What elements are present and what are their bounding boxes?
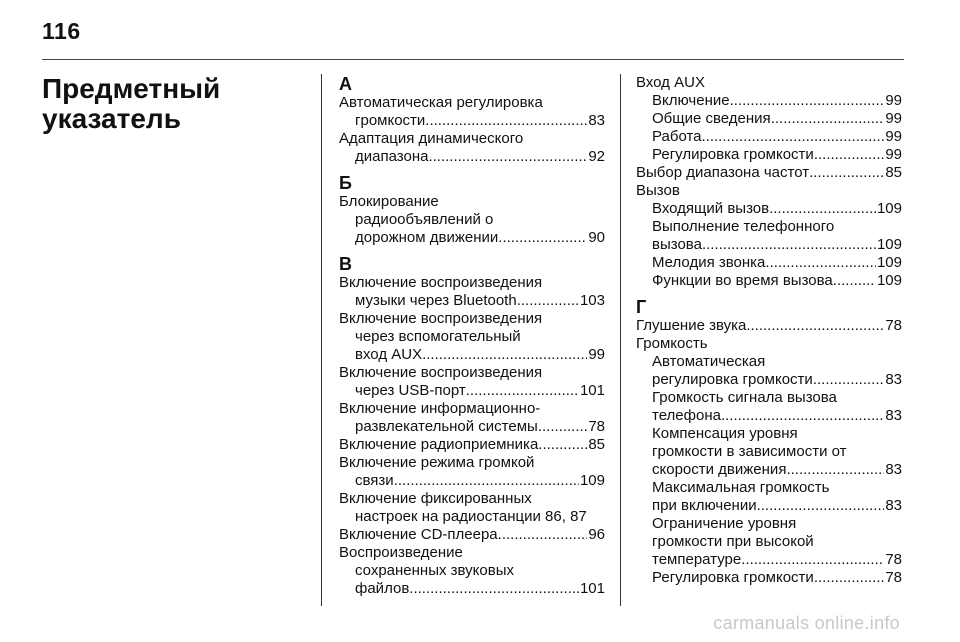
index-entry-text: громкости в зависимости от <box>652 443 847 460</box>
header-rule <box>42 59 904 60</box>
dot-leader <box>428 148 587 166</box>
index-entry[interactable] <box>636 146 902 164</box>
index-entry-text: громкости при высокой <box>652 533 814 550</box>
index-entry-text: Выполнение телефонного <box>652 218 835 235</box>
index-page-ref[interactable]: 83 <box>588 112 605 129</box>
index-entry[interactable] <box>636 317 902 335</box>
index-entry[interactable] <box>636 407 902 425</box>
index-page-ref[interactable]: 109 <box>876 236 902 253</box>
index-entry-text: Общие сведения <box>652 110 771 127</box>
index-entry[interactable] <box>636 92 902 110</box>
index-entry[interactable] <box>339 112 605 130</box>
index-entry[interactable] <box>636 110 902 128</box>
index-entry-text: настроек на радиостанции 86, 87 <box>355 508 587 525</box>
index-entry-text: связи <box>355 472 394 489</box>
index-entry-text: Автоматическая <box>652 353 766 370</box>
index-entry-text: Регулировка громкости <box>652 569 814 586</box>
index-page-ref[interactable]: 109 <box>579 472 605 489</box>
index-entry-text: Регулировка громкости <box>652 146 814 163</box>
dot-leader <box>814 569 885 587</box>
index-letter-heading: Б <box>339 173 352 193</box>
index-entry-text: через вспомогательный <box>355 328 521 345</box>
index-entry-text: Автоматическая регулировка <box>339 94 543 111</box>
index-entry-text: Включение фиксированных <box>339 490 532 507</box>
index-entry-text: Вызов <box>636 182 680 199</box>
index-entry-text: Вход AUX <box>636 74 705 91</box>
index-page-ref[interactable]: 99 <box>885 128 902 145</box>
watermark: carmanuals online.info <box>713 613 900 633</box>
index-entry-text: Ограничение уровня <box>652 515 797 532</box>
index-entry[interactable] <box>339 292 605 310</box>
dot-leader <box>517 292 579 310</box>
index-page-ref[interactable]: 101 <box>579 382 605 399</box>
index-page-ref[interactable]: 99 <box>588 346 605 363</box>
index-entry-text: температуре <box>652 551 742 568</box>
column-divider-1 <box>321 74 322 606</box>
index-entry-text: Входящий вызов <box>652 200 770 217</box>
index-entry[interactable] <box>636 551 902 569</box>
index-entry-text: телефона <box>652 407 721 424</box>
index-entry[interactable] <box>636 164 902 182</box>
index-page-ref[interactable]: 109 <box>876 272 902 289</box>
dot-leader <box>425 112 587 130</box>
index-page-ref[interactable]: 90 <box>588 229 605 246</box>
index-entry[interactable] <box>339 436 605 454</box>
index-entry-text: Максимальная громкость <box>652 479 830 496</box>
column-divider-2 <box>620 74 621 606</box>
index-entry-text: сохраненных звуковых <box>355 562 515 579</box>
index-entry-text: музыки через Bluetooth <box>355 292 517 309</box>
index-entry-text: регулировка громкости <box>652 371 813 388</box>
index-column-1 <box>339 74 605 598</box>
dot-leader <box>498 526 588 544</box>
index-entry-text: Включение радиоприемника <box>339 436 539 453</box>
page-number: 116 <box>42 18 81 44</box>
index-entry[interactable] <box>636 569 902 587</box>
dot-leader <box>730 92 885 110</box>
index-page-ref[interactable]: 92 <box>588 148 605 165</box>
dot-leader <box>538 418 587 436</box>
dot-leader <box>498 229 587 247</box>
index-entry[interactable] <box>339 382 605 400</box>
index-entry[interactable] <box>636 371 902 389</box>
index-title-line-2: указатель <box>42 103 181 134</box>
index-entry[interactable] <box>636 128 902 146</box>
index-entry-text: Глушение звука <box>636 317 747 334</box>
dot-leader <box>757 497 885 515</box>
index-page-ref[interactable]: 85 <box>885 164 902 181</box>
index-entry[interactable] <box>339 472 605 490</box>
index-entry[interactable] <box>339 148 605 166</box>
index-entry-text: Выбор диапазона частот <box>636 164 810 181</box>
index-page-ref[interactable]: 78 <box>885 551 902 568</box>
index-page-ref[interactable]: 99 <box>885 110 902 127</box>
index-entry[interactable] <box>636 272 902 290</box>
index-entry[interactable] <box>636 200 902 218</box>
index-entry-text: скорости движения <box>652 461 787 478</box>
index-entry[interactable] <box>636 461 902 479</box>
index-letter-heading: А <box>339 74 352 94</box>
index-page-ref[interactable]: 83 <box>885 461 902 478</box>
dot-leader <box>702 128 885 146</box>
index-page-ref[interactable]: 78 <box>885 569 902 586</box>
index-entry-text: Блокирование <box>339 193 439 210</box>
index-entry-text: Громкость сигнала вызова <box>652 389 837 406</box>
index-entry-text: вызова <box>652 236 702 253</box>
index-entry-text: развлекательной системы <box>355 418 538 435</box>
dot-leader <box>771 110 885 128</box>
dot-leader <box>409 580 579 598</box>
dot-leader <box>702 236 876 254</box>
index-entry-text: вход AUX <box>355 346 423 363</box>
index-page-ref[interactable]: 78 <box>588 418 605 435</box>
dot-leader <box>769 200 876 218</box>
dot-leader <box>813 371 885 389</box>
index-entry-text: дорожном движении <box>355 229 499 246</box>
index-page-ref[interactable]: 83 <box>885 497 902 514</box>
index-entry-text: Работа <box>652 128 702 145</box>
index-entry-text: Адаптация динамического <box>339 130 524 147</box>
index-entry[interactable] <box>339 580 605 598</box>
index-entry-text: через USB-порт <box>355 382 466 399</box>
index-entry-text: Включение воспроизведения <box>339 364 543 381</box>
index-entry[interactable] <box>339 526 605 544</box>
index-title <box>42 74 302 134</box>
index-entry[interactable] <box>636 254 902 272</box>
dot-leader <box>394 472 579 490</box>
index-entry-text: Включение воспроизведения <box>339 274 543 291</box>
index-entry[interactable] <box>636 236 902 254</box>
index-page-ref[interactable]: 109 <box>876 200 902 217</box>
dot-leader <box>814 146 885 164</box>
dot-leader <box>746 317 884 335</box>
index-entry-text: Громкость <box>636 335 708 352</box>
index-entry-text: Мелодия звонка <box>652 254 766 271</box>
index-page-ref[interactable]: 109 <box>876 254 902 271</box>
index-entry-text: Включение CD-плеера <box>339 526 498 543</box>
index-entry-text: Включение <box>652 92 730 109</box>
index-page-ref[interactable]: 85 <box>588 436 605 453</box>
index-entry-text: файлов <box>355 580 410 597</box>
index-letter-heading: В <box>339 254 352 274</box>
index-entry-text: диапазона <box>355 148 429 165</box>
dot-leader <box>422 346 587 364</box>
index-entry[interactable] <box>339 418 605 436</box>
index-entry-text: громкости <box>355 112 426 129</box>
index-page-ref[interactable]: 99 <box>885 146 902 163</box>
index-entry-text: Включение режима громкой <box>339 454 535 471</box>
index-column-2 <box>636 74 902 587</box>
index-entry-text: Компенсация уровня <box>652 425 798 442</box>
index-page-ref[interactable]: 96 <box>588 526 605 543</box>
index-entry[interactable] <box>636 497 902 515</box>
dot-leader <box>466 382 579 400</box>
index-letter-heading: Г <box>636 297 647 317</box>
index-entry-text: при включении <box>652 497 757 514</box>
index-page-ref[interactable]: 78 <box>885 317 902 334</box>
dot-leader <box>786 461 884 479</box>
dot-leader <box>538 436 587 454</box>
index-page-ref[interactable]: 83 <box>885 371 902 388</box>
index-entry[interactable] <box>339 346 605 364</box>
dot-leader <box>809 164 884 182</box>
index-entry-text: Функции во время вызова <box>652 272 833 289</box>
index-entry-text: Воспроизведение <box>339 544 463 561</box>
index-entry[interactable] <box>339 229 605 247</box>
index-page-ref[interactable]: 83 <box>885 407 902 424</box>
index-title-line-1: Предметный <box>42 73 221 104</box>
index-page-ref[interactable]: 103 <box>579 292 605 309</box>
index-page-ref[interactable]: 101 <box>579 580 605 597</box>
index-entry-text: радиообъявлений о <box>355 211 494 228</box>
dot-leader <box>741 551 884 569</box>
index-page-ref[interactable]: 99 <box>885 92 902 109</box>
index-entry-text: Включение воспроизведения <box>339 310 543 327</box>
dot-leader <box>721 407 884 425</box>
index-entry-text: Включение информационно- <box>339 400 541 417</box>
dot-leader <box>765 254 876 272</box>
dot-leader <box>833 272 876 290</box>
